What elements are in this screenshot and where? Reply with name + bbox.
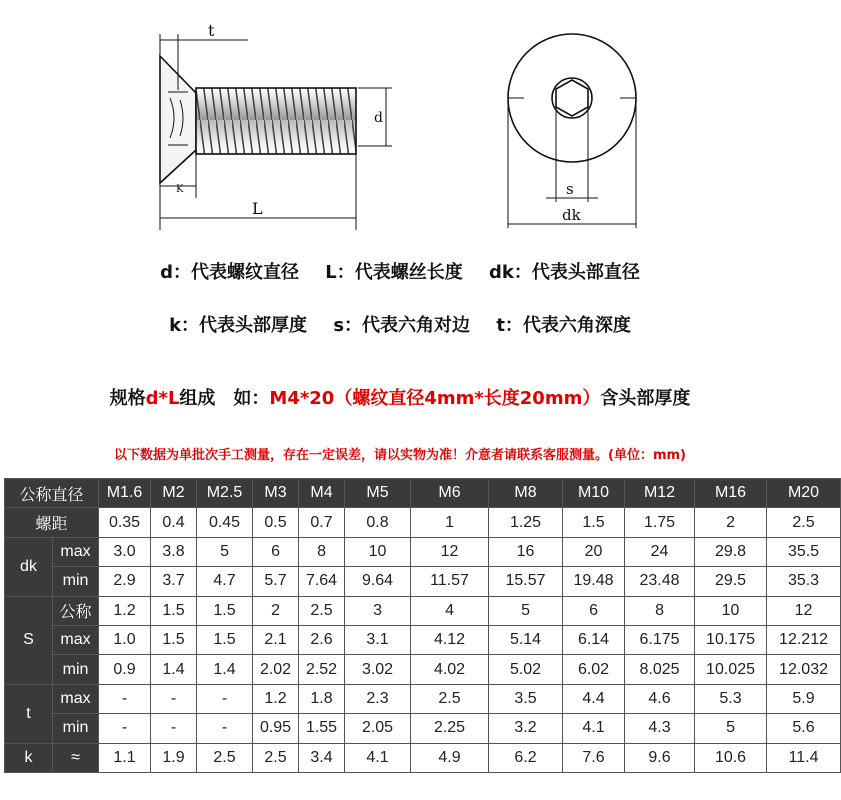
table-cell: 7.6	[563, 743, 625, 772]
max-label: max	[53, 684, 99, 713]
size-header: M3	[253, 479, 299, 508]
table-cell: 3.02	[345, 655, 411, 684]
max-label: max	[53, 625, 99, 654]
dk-label: dk	[5, 537, 53, 596]
legend-l: L：代表螺丝长度	[325, 262, 463, 283]
table-cell: 29.8	[695, 537, 767, 566]
table-cell: 1.4	[197, 655, 253, 684]
table-cell: 1	[411, 508, 489, 537]
legend-d: d：代表螺纹直径	[160, 262, 299, 283]
table-cell: 11.57	[411, 567, 489, 596]
table-row-t-min	[5, 714, 841, 743]
table-cell: 3.7	[151, 567, 197, 596]
table-cell: 12	[767, 596, 841, 625]
table-row-s-max	[5, 625, 841, 654]
size-header: M20	[767, 479, 841, 508]
table-cell: 2	[695, 508, 767, 537]
table-cell: 0.9	[99, 655, 151, 684]
min-label: min	[53, 567, 99, 596]
table-cell: 10.025	[695, 655, 767, 684]
table-cell: 4.12	[411, 625, 489, 654]
spec-prefix: 规格	[109, 388, 146, 409]
table-row-dk-max	[5, 537, 841, 566]
measurement-note: 以下数据为单批次手工测量，存在一定误差，请以实物为准！介意者请联系客服测量。(单位：mm)	[114, 448, 686, 463]
table-cell: 4.1	[345, 743, 411, 772]
table-cell: 2.1	[253, 625, 299, 654]
table-cell: 5.6	[767, 714, 841, 743]
k-label: k	[5, 743, 53, 772]
min-label: min	[53, 655, 99, 684]
table-cell: 1.2	[99, 596, 151, 625]
table-cell: 9.64	[345, 567, 411, 596]
table-cell: 2	[253, 596, 299, 625]
size-header: M1.6	[99, 479, 151, 508]
table-cell: 12.212	[767, 625, 841, 654]
table-cell: 0.8	[345, 508, 411, 537]
table-cell: 6.2	[489, 743, 563, 772]
table-cell: 10	[695, 596, 767, 625]
top-view	[508, 34, 636, 228]
legend-row-2	[0, 311, 800, 337]
table-cell: 1.8	[299, 684, 345, 713]
table-cell: 4	[411, 596, 489, 625]
table-cell: 3.0	[99, 537, 151, 566]
table-cell: 8	[625, 596, 695, 625]
table-cell: 2.5	[299, 596, 345, 625]
table-cell: 0.4	[151, 508, 197, 537]
table-cell: 1.5	[563, 508, 625, 537]
table-row-pitch	[5, 508, 841, 537]
table-cell: -	[99, 684, 151, 713]
table-cell: 2.6	[299, 625, 345, 654]
table-cell: 1.1	[99, 743, 151, 772]
table-cell: -	[197, 714, 253, 743]
table-cell: 10.6	[695, 743, 767, 772]
pitch-label: 螺距	[5, 508, 99, 537]
table-cell: 9.6	[625, 743, 695, 772]
size-header: M6	[411, 479, 489, 508]
table-cell: 5	[695, 714, 767, 743]
table-row-s-min	[5, 655, 841, 684]
legend-dk: dk：代表头部直径	[489, 262, 640, 283]
table-cell: 3	[345, 596, 411, 625]
table-cell: 2.5	[411, 684, 489, 713]
table-cell: 4.4	[563, 684, 625, 713]
screw-diagram	[0, 0, 800, 240]
table-cell: 2.25	[411, 714, 489, 743]
s-label: S	[5, 596, 53, 684]
table-cell: 35.3	[767, 567, 841, 596]
min-label: min	[53, 714, 99, 743]
table-cell: 0.35	[99, 508, 151, 537]
spec-formula: d*L	[145, 388, 180, 409]
table-cell: 10.175	[695, 625, 767, 654]
table-cell: -	[151, 714, 197, 743]
table-cell: 8.025	[625, 655, 695, 684]
table-cell: 16	[489, 537, 563, 566]
table-cell: 7.64	[299, 567, 345, 596]
spec-suffix: 组成 如：	[179, 388, 270, 409]
table-cell: 6.14	[563, 625, 625, 654]
table-cell: 8	[299, 537, 345, 566]
dimension-table	[4, 478, 841, 773]
table-cell: 2.3	[345, 684, 411, 713]
legend-s: s：代表六角对边	[333, 315, 471, 336]
table-cell: 3.4	[299, 743, 345, 772]
legend-row-1	[0, 258, 800, 284]
label-t: t	[208, 21, 215, 40]
table-cell: 5.9	[767, 684, 841, 713]
size-header: M2	[151, 479, 197, 508]
table-cell: 1.9	[151, 743, 197, 772]
approx-label: ≈	[53, 743, 99, 772]
size-header: M5	[345, 479, 411, 508]
table-cell: 6.02	[563, 655, 625, 684]
table-cell: -	[151, 684, 197, 713]
table-cell: 24	[625, 537, 695, 566]
table-cell: 3.2	[489, 714, 563, 743]
t-label: t	[5, 684, 53, 743]
table-cell: 3.1	[345, 625, 411, 654]
table-cell: 0.7	[299, 508, 345, 537]
table-cell: 23.48	[625, 567, 695, 596]
table-cell: 1.0	[99, 625, 151, 654]
spec-line	[0, 384, 800, 410]
table-cell: 5.02	[489, 655, 563, 684]
table-cell: 3.5	[489, 684, 563, 713]
table-cell: 6	[253, 537, 299, 566]
table-cell: 1.75	[625, 508, 695, 537]
legend-t: t：代表六角深度	[496, 315, 631, 336]
table-cell: 20	[563, 537, 625, 566]
table-cell: 6	[563, 596, 625, 625]
table-row-t-max	[5, 684, 841, 713]
table-cell: 5.14	[489, 625, 563, 654]
max-label: max	[53, 537, 99, 566]
label-k: K	[176, 184, 184, 195]
label-dk: dk	[562, 206, 581, 224]
table-cell: 4.9	[411, 743, 489, 772]
table-cell: 2.52	[299, 655, 345, 684]
table-cell: 1.5	[197, 625, 253, 654]
label-s: s	[566, 180, 574, 198]
table-cell: 6.175	[625, 625, 695, 654]
table-row-k	[5, 743, 841, 772]
table-cell: 29.5	[695, 567, 767, 596]
table-cell: 4.02	[411, 655, 489, 684]
table-cell: 12.032	[767, 655, 841, 684]
spec-tail: 含头部厚度	[600, 388, 691, 409]
table-cell: 1.25	[489, 508, 563, 537]
table-cell: 1.4	[151, 655, 197, 684]
table-cell: 2.5	[197, 743, 253, 772]
size-header: M4	[299, 479, 345, 508]
table-cell: 1.5	[197, 596, 253, 625]
table-cell: 15.57	[489, 567, 563, 596]
table-cell: 0.5	[253, 508, 299, 537]
table-cell: 4.3	[625, 714, 695, 743]
table-cell: 4.7	[197, 567, 253, 596]
table-cell: 2.02	[253, 655, 299, 684]
size-header: M2.5	[197, 479, 253, 508]
table-cell: 5	[489, 596, 563, 625]
table-cell: 35.5	[767, 537, 841, 566]
table-row-s-nom	[5, 596, 841, 625]
table-cell: 2.5	[767, 508, 841, 537]
table-cell: 2.9	[99, 567, 151, 596]
table-cell: 3.8	[151, 537, 197, 566]
legend-k: k：代表头部厚度	[169, 315, 308, 336]
table-cell: 19.48	[563, 567, 625, 596]
table-cell: 12	[411, 537, 489, 566]
table-cell: 2.5	[253, 743, 299, 772]
table-cell: 0.45	[197, 508, 253, 537]
table-cell: 1.5	[151, 596, 197, 625]
table-cell: 4.1	[563, 714, 625, 743]
table-cell: 4.6	[625, 684, 695, 713]
table-cell: 5.7	[253, 567, 299, 596]
label-d: d	[374, 110, 383, 126]
table-cell: 0.95	[253, 714, 299, 743]
size-header: M10	[563, 479, 625, 508]
table-cell: 10	[345, 537, 411, 566]
table-cell: 2.05	[345, 714, 411, 743]
size-header: M12	[625, 479, 695, 508]
table-cell: 1.55	[299, 714, 345, 743]
table-cell: 1.5	[151, 625, 197, 654]
table-cell: 5	[197, 537, 253, 566]
table-header-row	[5, 479, 841, 508]
table-row-dk-min	[5, 567, 841, 596]
size-header: M16	[695, 479, 767, 508]
label-l: L	[252, 199, 263, 218]
header-label: 公称直径	[5, 479, 99, 508]
size-header: M8	[489, 479, 563, 508]
table-cell: 5.3	[695, 684, 767, 713]
side-view	[160, 34, 392, 230]
nominal-label: 公称	[53, 596, 99, 625]
table-cell: -	[99, 714, 151, 743]
spec-example: M4*20（螺纹直径4mm*长度20mm）	[269, 388, 601, 409]
table-cell: -	[197, 684, 253, 713]
table-cell: 11.4	[767, 743, 841, 772]
table-cell: 1.2	[253, 684, 299, 713]
